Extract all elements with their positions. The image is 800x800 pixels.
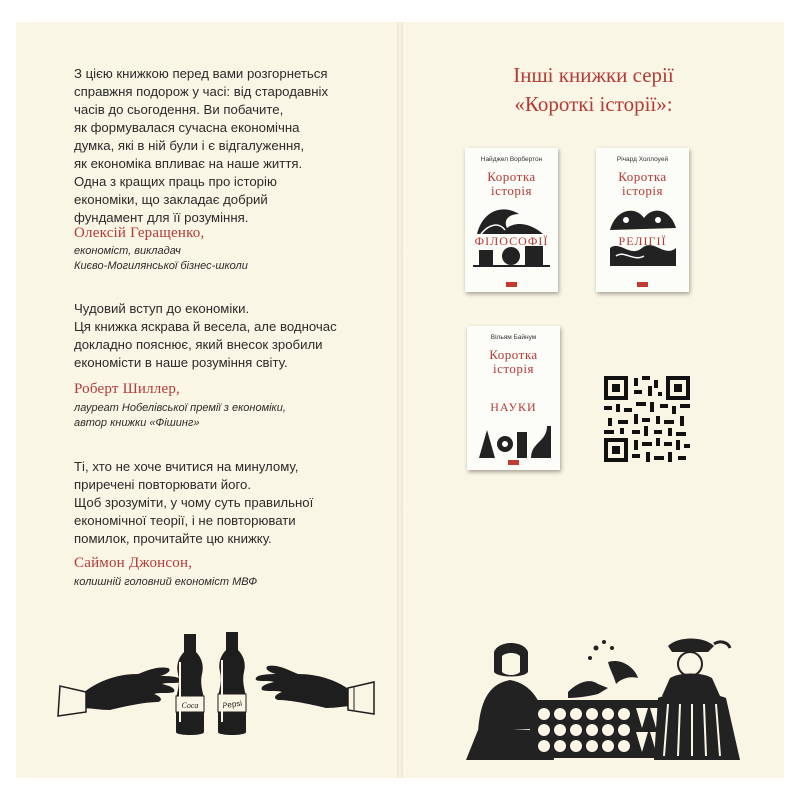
book-title: Коротка історія (487, 169, 536, 198)
buyer-figure-icon (654, 639, 740, 761)
pepsi-bottle-label: Pepsi (221, 698, 243, 711)
book-title: Коротка історія (618, 169, 667, 198)
quote-author-2: Роберт Шиллер, (74, 381, 181, 397)
goods-crate-icon (530, 700, 666, 758)
pepsi-bottle-icon (218, 632, 246, 735)
publisher-logo-icon (508, 460, 519, 465)
quote-author-role-3: колишній головний економіст МВФ (74, 576, 258, 588)
left-page (16, 22, 397, 778)
book-cover-religion[interactable] (596, 148, 689, 292)
series-title-line-1: Інші книжки серії (513, 63, 674, 87)
quote-text-3: Ті, хто не хоче вчитися на минулому, приречені повторювати його. Щоб зрозуміти, у чому суть правильної економічної теорії, і не повторювати помилок, прочитайте цю книжку. (74, 459, 314, 546)
book-cover-science[interactable] (467, 326, 560, 470)
coca-bottle-icon (176, 634, 204, 735)
qr-code-icon[interactable] (604, 376, 690, 462)
quote-author-role-1: економіст, викладач Києво-Могилянської бізнес-школи (74, 245, 248, 272)
quote-text-2: Чудовий вступ до економіки. Ця книжка яскрава й весела, але водночас докладно пояснює, який внесок зробили економісти в наше розуміння світу. (74, 301, 337, 370)
publisher-logo-icon (637, 282, 648, 287)
left-hand-icon (58, 667, 180, 716)
market-trade-illustration (458, 632, 748, 762)
science-illustration-icon (475, 418, 552, 462)
quote-author-1: Олексій Геращенко, (74, 225, 205, 241)
book-subject: НАУКИ (490, 400, 537, 414)
hands-bottles-illustration (56, 622, 376, 737)
coca-bottle-label: Coca (181, 701, 199, 710)
series-title-line-2: «Короткі історії»: (514, 92, 673, 116)
publisher-logo-icon (506, 282, 517, 287)
book-title: Коротка історія (489, 347, 538, 376)
book-subject: РЕЛІГІЇ (618, 234, 667, 248)
book-cover-philosophy[interactable] (465, 148, 558, 292)
quote-author-role-2: лауреат Нобелівської премії з економіки, автор книжки «Фішинг» (74, 402, 286, 429)
book-author: Найджел Ворбертон (480, 156, 543, 163)
fish-hand-icon (568, 640, 638, 698)
book-author: Вільям Байнум (490, 334, 537, 341)
right-page (403, 22, 784, 778)
right-hand-icon (256, 666, 374, 714)
quote-author-3: Саймон Джонсон, (74, 555, 193, 571)
book-author: Річард Холлоуей (616, 156, 669, 163)
quote-text-1: З цією книжкою перед вами розгорнеться справжня подорож у часі: від стародавніх часів до сьогодення. Ви побачите, як формувалася сучасна економічна думка, які в ній були і є відгалуження, як економіка впливає на наше життя. Одна з кращих праць про історію економіки, що закладає добрий фундамент для її розуміння. (74, 66, 329, 225)
book-subject: ФІЛОСОФІЇ (474, 234, 549, 248)
